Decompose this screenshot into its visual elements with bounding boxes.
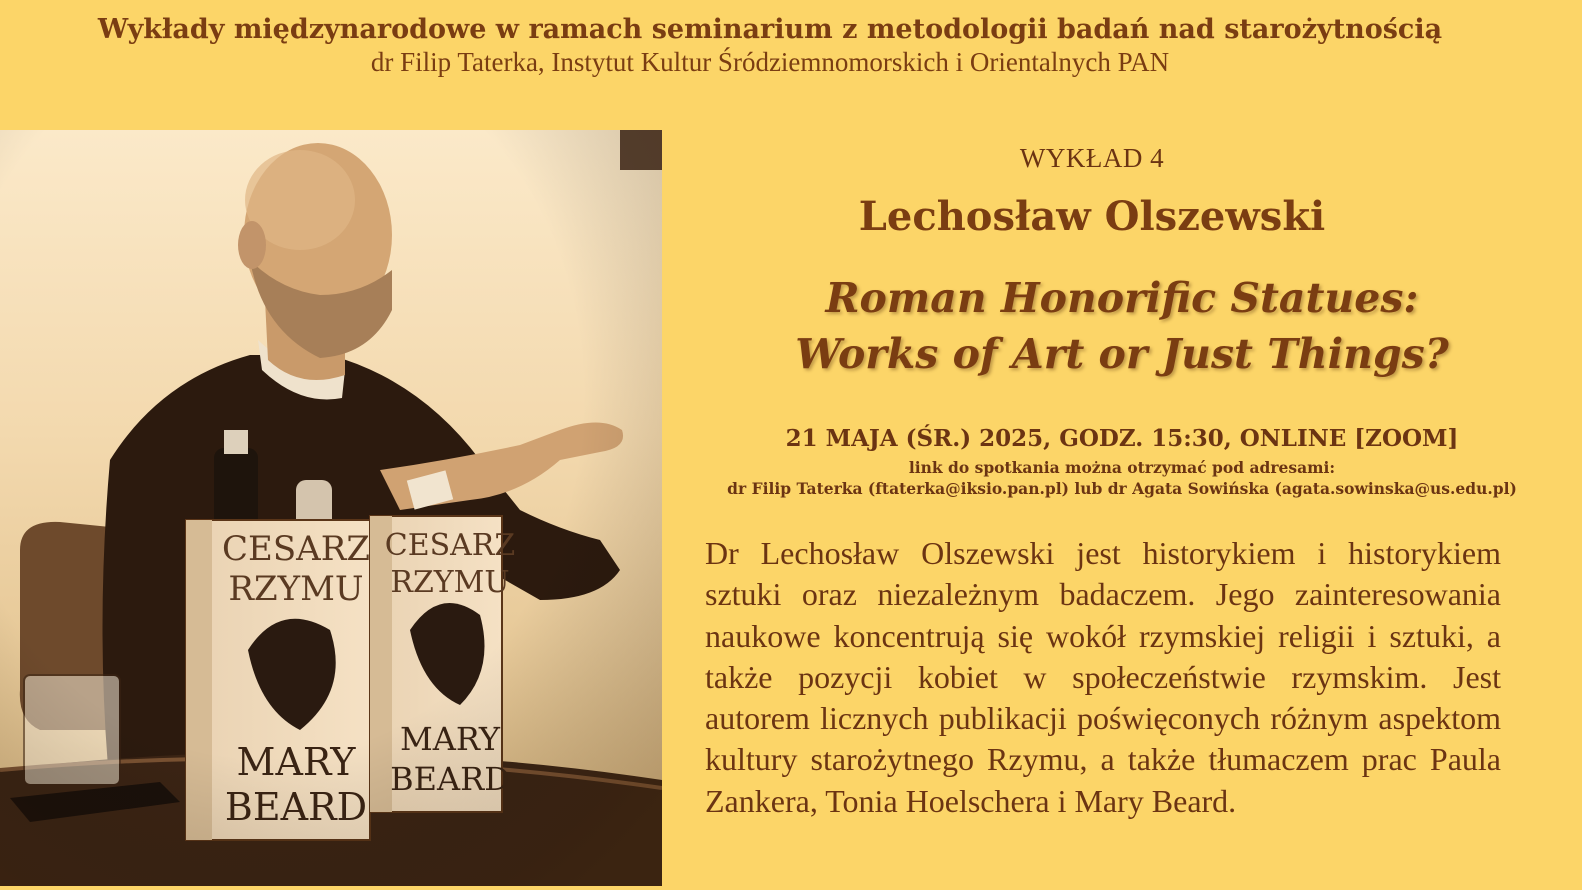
contact-emails: dr Filip Taterka (ftaterka@iksio.pan.pl) lub dr Agata Sowińska (agata.sowinska@us.edu.pl) [727, 479, 1517, 498]
lecture-number: WYKŁAD 4 [1019, 143, 1165, 173]
lecture-title [682, 270, 1562, 382]
speaker-photo-illustration [0, 130, 662, 886]
lecture-title-line-1: Roman Honorific Statues: [825, 274, 1419, 322]
speaker-bio: Dr Lechosław Olszewski jest historykiem i historykiem sztuki oraz niezależnym badaczem. Jego zainteresowania naukowe koncentrują się wokół rzymskiej religii i sztuki, a także pozycji kobiet w społeczeństwie rzymskim. Jest autorem licznych publikacji poświęconych różnym aspektom kultury starożytnego Rzymu, a także tłumaczem prac Paula Zankera, Tonia Hoelschera i Mary Beard. [705, 535, 1501, 819]
meeting-link-info [662, 457, 1582, 499]
lecture-info-panel [662, 0, 1582, 890]
event-datetime: 21 MAJA (ŚR.) 2025, GODZ. 15:30, ONLINE [ZOOM] [785, 425, 1459, 452]
lecture-title-line-2: Works of Art or Just Things? [795, 330, 1449, 378]
organizer-line: dr Filip Taterka, Instytut Kultur Śródziemnomorskich i Orientalnych PAN [370, 47, 1170, 78]
speaker-name: Lechosław Olszewski [858, 193, 1326, 240]
seminar-series-title: Wykłady międzynarodowe w ramach seminarium z metodologii badań nad starożytnością [97, 14, 1443, 45]
meeting-link-note: link do spotkania można otrzymać pod adresami: [908, 458, 1336, 477]
speaker-photo [0, 130, 662, 886]
